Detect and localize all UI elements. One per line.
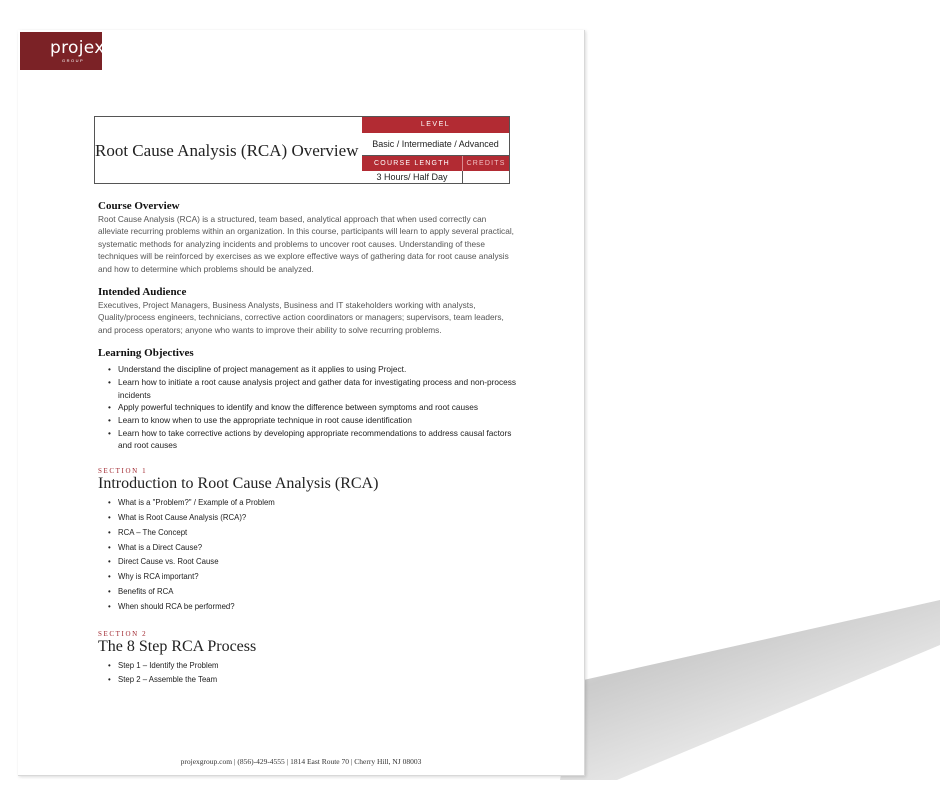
logo-subtext: GROUP [62, 58, 85, 63]
projex-logo [20, 32, 105, 70]
section-1 [98, 467, 518, 614]
level-value: Basic / Intermediate / Advanced [362, 133, 509, 156]
course-overview-section [98, 200, 518, 275]
list-item: • Step 2 – Assemble the Team [108, 673, 518, 688]
list-item: • Understand the discipline of project management as it applies to using Project. [108, 363, 518, 376]
list-item: • Apply powerful techniques to identify and know the difference between symptoms and root causes [108, 401, 518, 414]
course-title: Root Cause Analysis (RCA) Overview [95, 141, 359, 160]
page-drop-shadow [560, 600, 940, 780]
section-title: Introduction to Root Cause Analysis (RCA) [98, 475, 379, 493]
objectives-list [98, 363, 518, 452]
length-credits-header [362, 156, 509, 171]
course-length-value: 3 Hours/ Half Day [362, 171, 463, 183]
list-item: • Learn how to initiate a root cause analysis project and gather data for investigating process and non-process incidents [108, 376, 518, 401]
credits-header: CREDITS [466, 160, 506, 167]
list-item: • When should RCA be performed? [108, 600, 518, 615]
list-item: • Learn to know when to use the appropriate technique in root cause identification [108, 414, 518, 427]
list-item: • Direct Cause vs. Root Cause [108, 555, 518, 570]
section-label: SECTION 2 [98, 629, 148, 638]
document-body [98, 200, 518, 688]
overview-text: Root Cause Analysis (RCA) is a structured, team based, analytical approach that when used correctly can alleviate recurring problems within an organization. In this course, participants will learn to apply several practical, systematic methods for analyzing incidents and problems to uncover root causes. Understanding of these techniques will be reinforced by exercises as we explore effective ways of gathering data for root cause analysis and how to determine which problems should be analyzed. [98, 214, 514, 274]
list-item: • Learn how to take corrective actions by developing appropriate recommendations to address causal factors and root causes [108, 427, 518, 452]
overview-heading: Course Overview [98, 200, 180, 212]
logo-wordmark: projex [50, 38, 105, 58]
level-header: LEVEL [362, 117, 509, 133]
list-item: • Why is RCA important? [108, 570, 518, 585]
list-item: • What is a "Problem?" / Example of a Problem [108, 496, 518, 511]
intended-audience-section [98, 286, 518, 336]
section-topics-list [98, 659, 518, 689]
list-item: • What is a Direct Cause? [108, 541, 518, 556]
list-item: • RCA – The Concept [108, 526, 518, 541]
length-credits-values [362, 171, 509, 183]
section-2 [98, 630, 518, 689]
section-title: The 8 Step RCA Process [98, 637, 257, 655]
audience-heading: Intended Audience [98, 286, 187, 299]
course-info-table [362, 117, 509, 183]
document-page [18, 30, 585, 776]
section-label: SECTION 1 [98, 467, 148, 476]
list-item: • What is Root Cause Analysis (RCA)? [108, 511, 518, 526]
page-footer: projexgroup.com | (856)-429-4555 | 1814 East Route 70 | Cherry Hill, NJ 08003 [180, 757, 422, 766]
course-length-header: COURSE LENGTH [362, 156, 463, 171]
list-item: • Step 1 – Identify the Problem [108, 659, 518, 674]
list-item: • Benefits of RCA [108, 585, 518, 600]
course-header-box [94, 116, 510, 184]
audience-text: Executives, Project Managers, Business Analysts, Business and IT stakeholders working with analysts, Quality/process engineers, technicians, corrective action coordinators or managers; supervisors, team leaders, and process operators; anyone who wants to improve their ability to solve recurring problems. [98, 300, 504, 335]
section-topics-list [98, 496, 518, 614]
learning-objectives-section [98, 347, 518, 452]
objectives-heading: Learning Objectives [98, 347, 194, 360]
